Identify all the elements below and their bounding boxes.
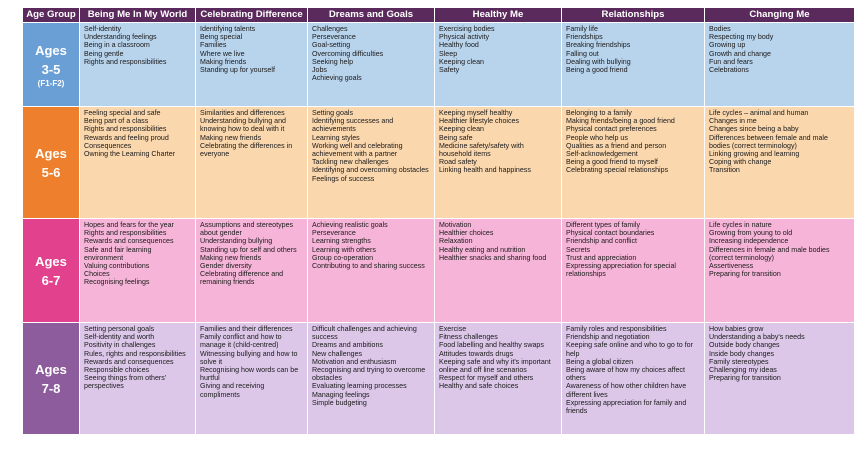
header-row <box>23 8 855 23</box>
cell-being-me <box>80 323 196 435</box>
topic-item: Relaxation <box>439 237 473 246</box>
topic-item: Different types of family <box>566 221 640 229</box>
topic-item: Owning the Learning Charter <box>84 150 176 159</box>
topic-item: Where we live <box>200 49 245 58</box>
age-group-cell <box>23 219 80 323</box>
topic-item: Learning styles <box>312 133 360 142</box>
topic-item: Identifying successes and achievements <box>312 117 394 134</box>
header-being-me: Being Me In My World <box>80 8 196 23</box>
topic-item: Keeping safe and why it's important online and off line scenarios <box>439 357 551 375</box>
cell-healthy-me <box>435 323 562 435</box>
topic-item: Witnessing bullying and how to solve it <box>200 349 298 366</box>
topic-item: Setting goals <box>312 109 354 117</box>
topic-item: Setting personal goals <box>84 325 155 333</box>
cell-being-me <box>80 23 196 107</box>
topic-item: Tackling new challenges <box>312 158 389 167</box>
topic-item: Celebrating special relationships <box>566 166 669 175</box>
topic-item: Self-identity and worth <box>84 333 155 342</box>
topic-item: Making new friends <box>200 253 262 262</box>
topic-item: Breaking friendships <box>566 41 631 50</box>
table-row <box>23 107 855 219</box>
topic-item: Awareness of how other children have different lives <box>566 382 687 399</box>
topic-item: Changes in me <box>709 117 757 126</box>
topic-item: Rights and responsibilities <box>84 229 167 238</box>
topic-item: Rights and responsibilities <box>84 125 167 134</box>
topic-item: Respect for myself and others <box>439 374 534 383</box>
topic-item: Group co-operation <box>312 253 374 262</box>
topic-item: Contributing to and sharing success <box>312 262 425 271</box>
topic-item: Healthier snacks and sharing food <box>439 253 547 262</box>
header-age-group: Age Group <box>23 8 80 23</box>
topic-item: How babies grow <box>709 325 764 333</box>
topic-item: Learning strengths <box>312 237 371 246</box>
topic-item: Road safety <box>439 158 477 167</box>
topic-item: Being gentle <box>84 49 124 58</box>
topic-item: Recognising feelings <box>84 278 150 287</box>
topic-item: Transition <box>709 166 740 175</box>
topic-item: Family stereotypes <box>709 357 769 366</box>
topic-item: Self-identity <box>84 25 122 33</box>
topic-item: Keeping myself healthy <box>439 109 513 117</box>
age-group-cell <box>23 23 80 107</box>
topic-item: Learning with others <box>312 245 376 254</box>
topic-item: Achieving realistic goals <box>312 221 388 229</box>
topic-item: Identifying talents <box>200 25 256 33</box>
topic-item: Working well and celebrating achievement with a partner <box>312 141 403 159</box>
age-range: 6-7 <box>41 272 61 288</box>
topic-item: Food labelling and healthy swaps <box>439 341 544 350</box>
topic-item: Physical activity <box>439 33 490 42</box>
cell-relationships <box>562 107 705 219</box>
cell-healthy-me <box>435 219 562 323</box>
topic-item: Keeping clean <box>439 125 484 134</box>
topic-item: Preparing for transition <box>709 270 781 279</box>
age-label: Ages <box>35 42 67 58</box>
topic-item: Family life <box>566 25 598 33</box>
topic-item: Celebrations <box>709 66 749 75</box>
topic-item: Safe and fair learning environment <box>84 245 152 262</box>
cell-dreams-goals <box>308 107 435 219</box>
table-row <box>23 219 855 323</box>
cell-changing-me <box>705 219 855 323</box>
topic-item: Friendship and negotiation <box>566 333 650 342</box>
topic-item: Making new friends <box>200 133 262 142</box>
age-label: Ages <box>35 145 67 161</box>
cell-celebrating-difference <box>196 219 308 323</box>
topic-item: Differences between female and male bodies (correct terminology) <box>709 133 828 150</box>
header-dreams-goals: Dreams and Goals <box>308 8 435 23</box>
topic-item: Motivation and enthusiasm <box>312 357 397 366</box>
age-group-cell <box>23 107 80 219</box>
topic-item: New challenges <box>312 349 363 358</box>
topic-item: Differences in female and male bodies (correct terminology) <box>709 245 830 262</box>
topic-item: Keeping clean <box>439 57 484 66</box>
cell-changing-me <box>705 23 855 107</box>
topic-item: People who help us <box>566 133 628 142</box>
topic-item: Making friends <box>200 57 247 66</box>
topic-item: Being special <box>200 33 243 42</box>
cell-dreams-goals <box>308 23 435 107</box>
topic-item: Keeping safe online and who to go to for help <box>566 341 693 358</box>
topic-item: Seeing things from others' perspectives <box>84 374 167 391</box>
topic-item: Family conflict and how to manage it (child-centred) <box>200 333 282 350</box>
topic-item: Challenges <box>312 25 348 33</box>
table-row <box>23 23 855 107</box>
age-range: 7-8 <box>41 380 61 396</box>
topic-item: Falling out <box>566 49 599 58</box>
topic-item: Being part of a class <box>84 117 149 126</box>
cell-healthy-me <box>435 23 562 107</box>
topic-item: Gender diversity <box>200 262 252 271</box>
cell-relationships <box>562 323 705 435</box>
topic-item: Fun and fears <box>709 57 753 66</box>
topic-item: Healthy food <box>439 41 479 50</box>
topic-item: Seeking help <box>312 57 354 66</box>
topic-item: Family roles and responsibilities <box>566 325 667 333</box>
topic-item: Sleep <box>439 49 458 58</box>
topic-item: Exercising bodies <box>439 25 495 33</box>
topic-item: Being a good friend to myself <box>566 158 658 167</box>
topic-item: Self-acknowledgement <box>566 150 638 159</box>
age-group-cell <box>23 323 80 435</box>
cell-celebrating-difference <box>196 23 308 107</box>
topic-item: Challenging my ideas <box>709 366 777 375</box>
topic-item: Growing from young to old <box>709 229 793 238</box>
topic-item: Bodies <box>709 25 731 33</box>
topic-item: Goal-setting <box>312 41 351 50</box>
topic-item: Rewards and consequences <box>84 357 174 366</box>
topic-item: Understanding feelings <box>84 33 157 42</box>
cell-dreams-goals <box>308 219 435 323</box>
header-celebrating-difference: Celebrating Difference <box>196 8 308 23</box>
topic-item: Understanding bullying and knowing how to deal with it <box>200 117 286 134</box>
topic-item: Exercise <box>439 325 467 333</box>
topic-item: Healthy eating and nutrition <box>439 245 526 254</box>
topic-item: Healthy and safe choices <box>439 382 519 391</box>
topic-item: Jobs <box>312 66 327 75</box>
topic-item: Responsible choices <box>84 366 150 375</box>
topic-item: Simple budgeting <box>312 398 367 407</box>
topic-item: Recognising how words can be hurtful <box>200 366 299 383</box>
topic-item: Physical contact preferences <box>566 125 657 134</box>
cell-relationships <box>562 23 705 107</box>
topic-item: Being aware of how my choices affect others <box>566 366 685 383</box>
header-changing-me: Changing Me <box>705 8 855 23</box>
topic-item: Growth and change <box>709 49 771 58</box>
topic-item: Belonging to a family <box>566 109 632 117</box>
topic-item: Understanding bullying <box>200 237 273 246</box>
cell-celebrating-difference <box>196 323 308 435</box>
topic-item: Motivation <box>439 221 472 229</box>
cell-changing-me <box>705 107 855 219</box>
topic-item: Standing up for yourself <box>200 66 275 75</box>
topic-item: Preparing for transition <box>709 374 781 383</box>
topic-item: Friendship and conflict <box>566 237 637 246</box>
topic-item: Being safe <box>439 133 473 142</box>
topic-item: Being a good friend <box>566 66 628 75</box>
header-healthy-me: Healthy Me <box>435 8 562 23</box>
cell-celebrating-difference <box>196 107 308 219</box>
topic-item: Rewards and consequences <box>84 237 174 246</box>
age-label: Ages <box>35 361 67 377</box>
topic-item: Growing up <box>709 41 746 50</box>
topic-item: Expressing appreciation for family and friends <box>566 398 687 416</box>
cell-changing-me <box>705 323 855 435</box>
topic-item: Families <box>200 41 227 50</box>
topic-item: Respecting my body <box>709 33 774 42</box>
topic-item: Evaluating learning processes <box>312 382 407 391</box>
topic-item: Coping with change <box>709 158 772 167</box>
cell-dreams-goals <box>308 323 435 435</box>
age-label: Ages <box>35 253 67 269</box>
topic-item: Rights and responsibilities <box>84 57 167 66</box>
cell-healthy-me <box>435 107 562 219</box>
cell-being-me <box>80 107 196 219</box>
topic-item: Healthier choices <box>439 229 494 238</box>
topic-item: Dreams and ambitions <box>312 341 383 350</box>
topic-item: Rewards and feeling proud <box>84 133 169 142</box>
topic-item: Giving and receiving compliments <box>200 382 265 399</box>
cell-being-me <box>80 219 196 323</box>
topic-item: Assertiveness <box>709 262 754 271</box>
topic-item: Being a global citizen <box>566 357 634 366</box>
topic-item: Similarities and differences <box>200 109 285 117</box>
topic-item: Choices <box>84 270 110 279</box>
topic-item: Secrets <box>566 245 591 254</box>
topic-item: Inside body changes <box>709 349 775 358</box>
topic-item: Changes since being a baby <box>709 125 799 134</box>
topic-item: Life cycles in nature <box>709 221 772 229</box>
topic-item: Increasing independence <box>709 237 789 246</box>
header-relationships: Relationships <box>562 8 705 23</box>
topic-item: Life cycles – animal and human <box>709 109 809 117</box>
topic-item: Attitudes towards drugs <box>439 349 514 358</box>
topic-item: Rules, rights and responsibilities <box>84 349 186 358</box>
topic-item: Dealing with bullying <box>566 57 631 66</box>
table-row <box>23 323 855 435</box>
age-range: 3-5 <box>41 61 61 77</box>
topic-item: Hopes and fears for the year <box>84 221 174 229</box>
topic-item: Assumptions and stereotypes about gender <box>200 221 294 238</box>
topic-item: Linking growing and learning <box>709 150 800 159</box>
topic-item: Feeling special and safe <box>84 109 161 117</box>
topic-item: Identifying and overcoming obstacles <box>312 166 429 175</box>
topic-item: Perseverance <box>312 33 356 42</box>
topic-item: Recognising and trying to overcome obstacles <box>312 366 426 383</box>
topic-item: Safety <box>439 66 460 75</box>
age-range: 5-6 <box>41 164 61 180</box>
topic-item: Celebrating the differences in everyone <box>200 141 293 159</box>
topic-item: Medicine safety/safety with household items <box>439 141 524 159</box>
topic-item: Physical contact boundaries <box>566 229 655 238</box>
topic-item: Understanding a baby's needs <box>709 333 805 342</box>
topic-item: Being in a classroom <box>84 41 150 50</box>
topic-item: Linking health and happiness <box>439 166 531 175</box>
topic-item: Difficult challenges and achieving success <box>312 325 417 342</box>
topic-item: Perseverance <box>312 229 356 238</box>
topic-item: Managing feelings <box>312 390 370 399</box>
topic-item: Celebrating difference and remaining friends <box>200 270 284 287</box>
topic-item: Valuing contributions <box>84 262 150 271</box>
topic-item: Qualities as a friend and person <box>566 141 667 150</box>
topic-item: Making friends/being a good friend <box>566 117 675 126</box>
topic-item: Achieving goals <box>312 74 362 83</box>
topic-item: Trust and appreciation <box>566 253 637 262</box>
topic-item: Friendships <box>566 33 603 42</box>
curriculum-table <box>22 7 855 435</box>
topic-item: Feelings of success <box>312 174 375 183</box>
topic-item: Standing up for self and others <box>200 245 297 254</box>
topic-item: Positivity in challenges <box>84 341 156 350</box>
cell-relationships <box>562 219 705 323</box>
topic-item: Overcoming difficulties <box>312 49 384 58</box>
topic-item: Families and their differences <box>200 325 293 333</box>
topic-item: Outside body changes <box>709 341 780 350</box>
age-sublabel: (F1-F2) <box>37 78 65 88</box>
topic-item: Fitness challenges <box>439 333 498 342</box>
topic-item: Healthier lifestyle choices <box>439 117 520 126</box>
topic-item: Consequences <box>84 141 132 150</box>
topic-item: Expressing appreciation for special relationships <box>566 262 677 279</box>
